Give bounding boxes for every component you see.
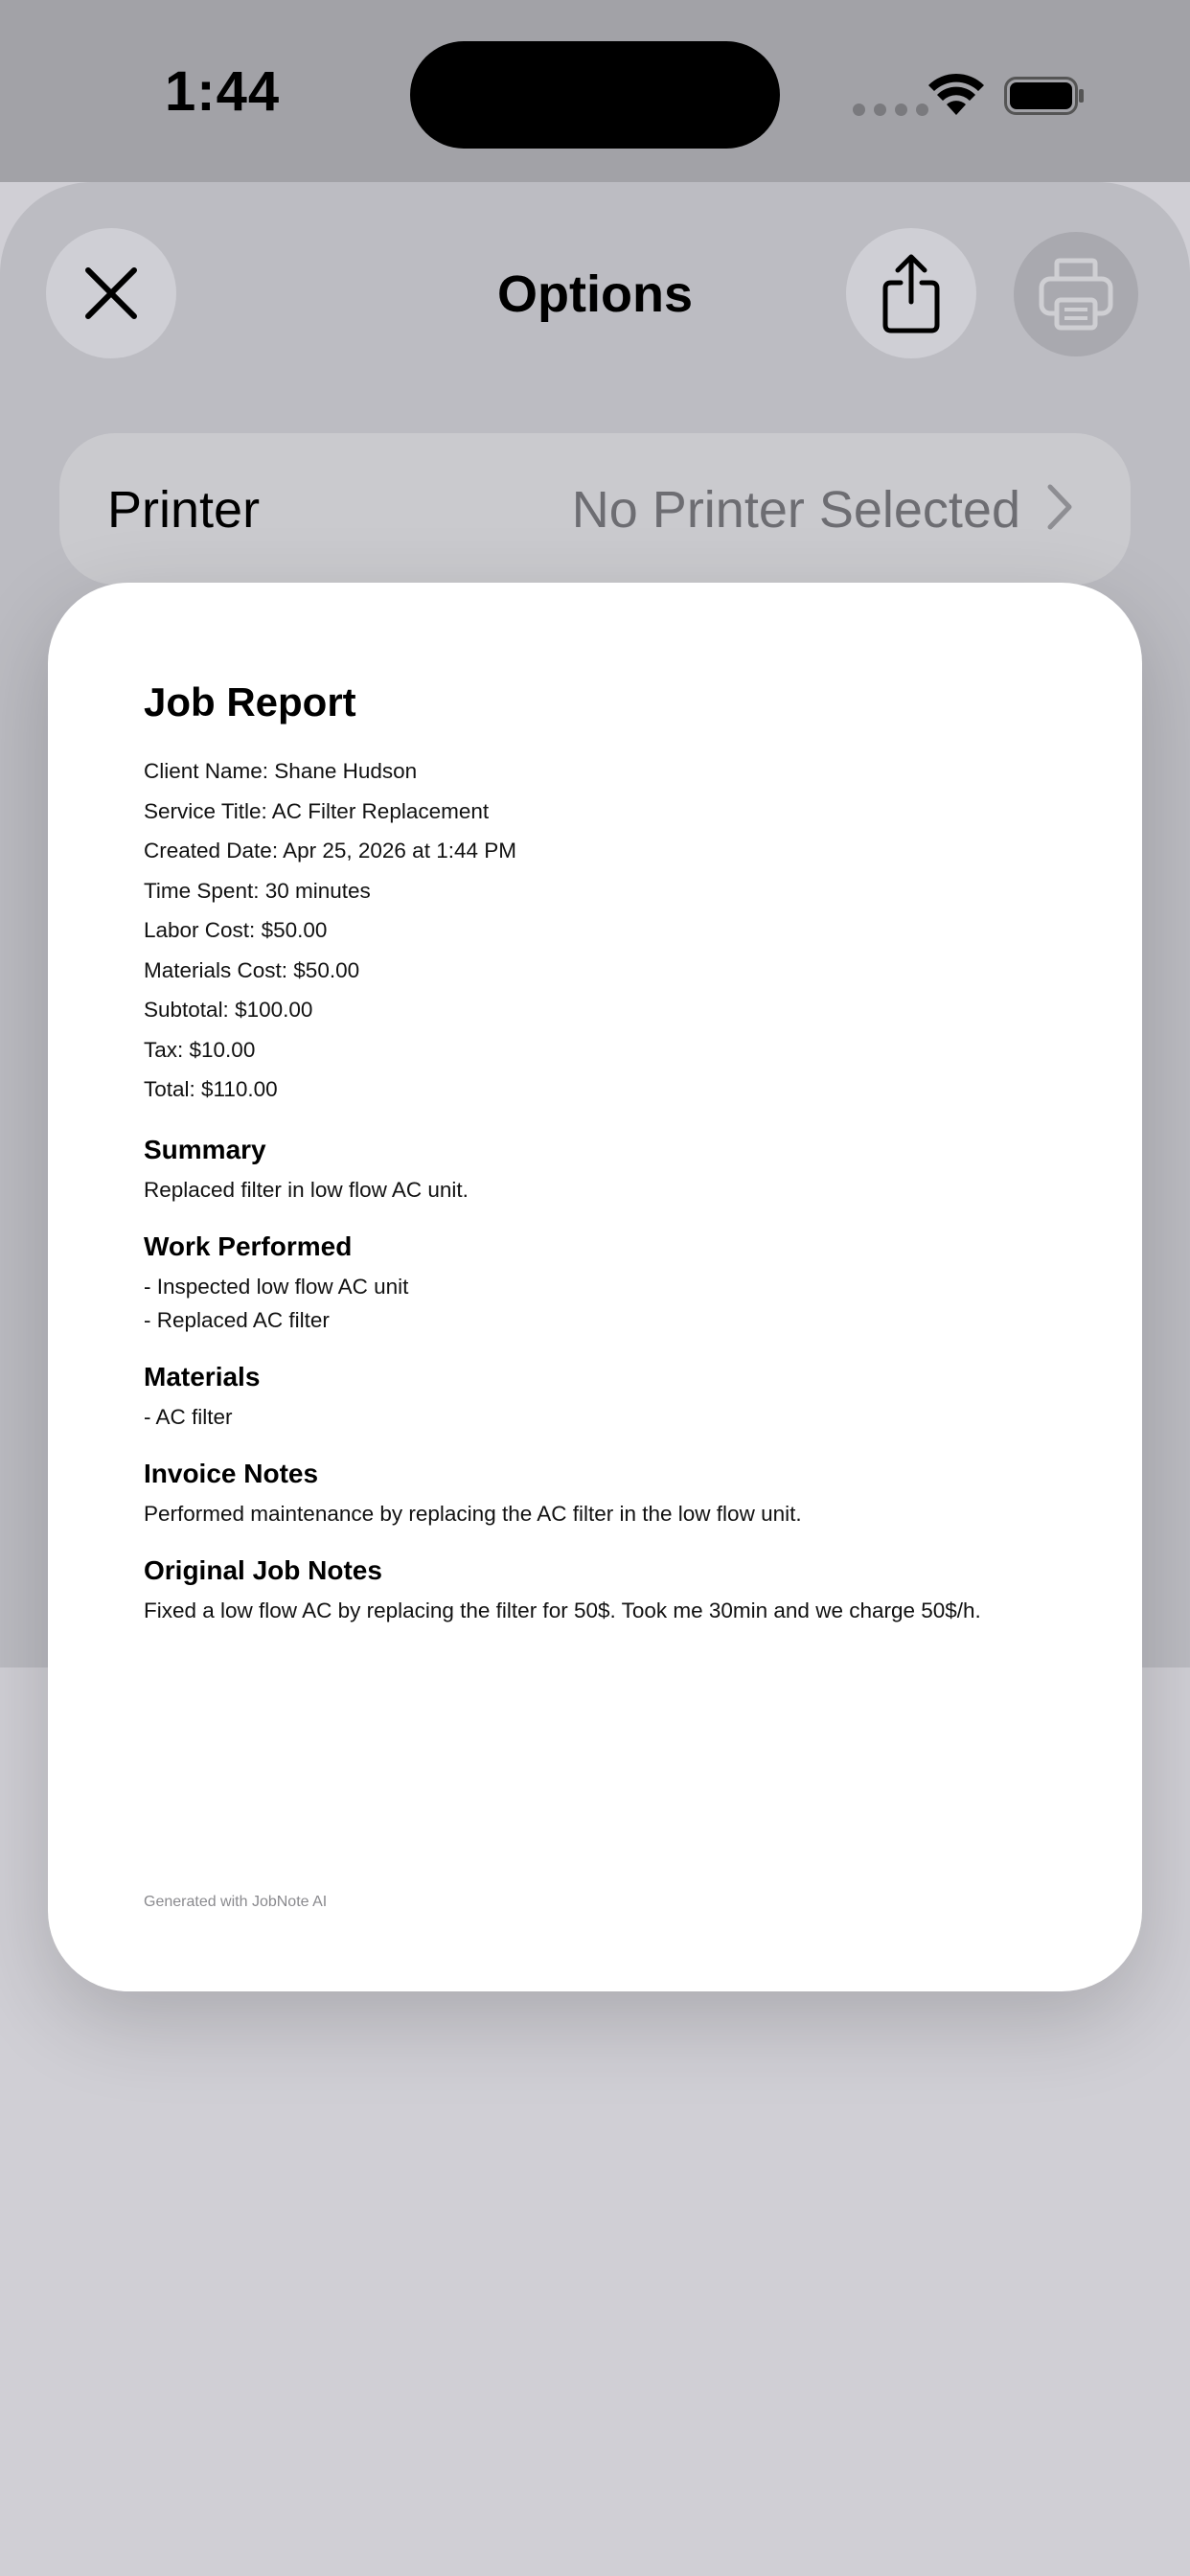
sheet-title: Options	[497, 265, 693, 323]
wifi-icon	[927, 71, 985, 117]
detail-labor-cost: Labor Cost: $50.00	[144, 918, 328, 943]
section-item-materials-1: - AC filter	[144, 1404, 233, 1429]
cellular-signal-icon	[853, 104, 928, 116]
detail-time-spent: Time Spent: 30 minutes	[144, 878, 371, 903]
report-preview	[48, 583, 1142, 1991]
detail-materials-cost: Materials Cost: $50.00	[144, 957, 360, 982]
share-button[interactable]	[846, 228, 976, 358]
section-item-work-performed-1: - Inspected low flow AC unit	[144, 1274, 409, 1299]
printer-value: No Printer Selected	[571, 481, 1020, 539]
section-text-summary: Replaced filter in low flow AC unit.	[144, 1177, 469, 1202]
report-title: Job Report	[144, 679, 356, 724]
section-item-work-performed-2: - Replaced AC filter	[144, 1307, 330, 1332]
section-heading-invoice-notes: Invoice Notes	[144, 1458, 319, 1488]
report-footer: Generated with JobNote AI	[144, 1894, 328, 1910]
printer-icon	[1038, 258, 1114, 331]
detail-tax: Tax: $10.00	[144, 1037, 256, 1062]
section-heading-materials: Materials	[144, 1361, 261, 1392]
detail-service-title: Service Title: AC Filter Replacement	[144, 798, 490, 823]
detail-client-name: Client Name: Shane Hudson	[144, 759, 418, 784]
section-heading-summary: Summary	[144, 1134, 266, 1164]
detail-total: Total: $110.00	[144, 1077, 278, 1102]
status-time: 1:44	[165, 60, 281, 123]
share-icon	[878, 252, 945, 334]
battery-icon	[1004, 77, 1085, 115]
chevron-right-icon	[1046, 483, 1073, 531]
section-text-invoice-notes: Performed maintenance by replacing the AC filter in the low flow unit.	[144, 1501, 802, 1526]
section-heading-original-job-notes: Original Job Notes	[144, 1554, 382, 1585]
section-heading-work-performed: Work Performed	[144, 1230, 353, 1261]
section-text-original-job-notes: Fixed a low flow AC by replacing the filter for 50$. Took me 30min and we charge 50$/h.	[144, 1598, 981, 1622]
printer-label: Printer	[107, 481, 261, 539]
detail-created-date: Created Date: Apr 25, 2026 at 1:44 PM	[144, 839, 516, 863]
print-button[interactable]	[1014, 232, 1138, 356]
printer-selector[interactable]	[59, 433, 1131, 585]
dynamic-island	[410, 41, 780, 149]
detail-subtotal: Subtotal: $100.00	[144, 998, 313, 1023]
